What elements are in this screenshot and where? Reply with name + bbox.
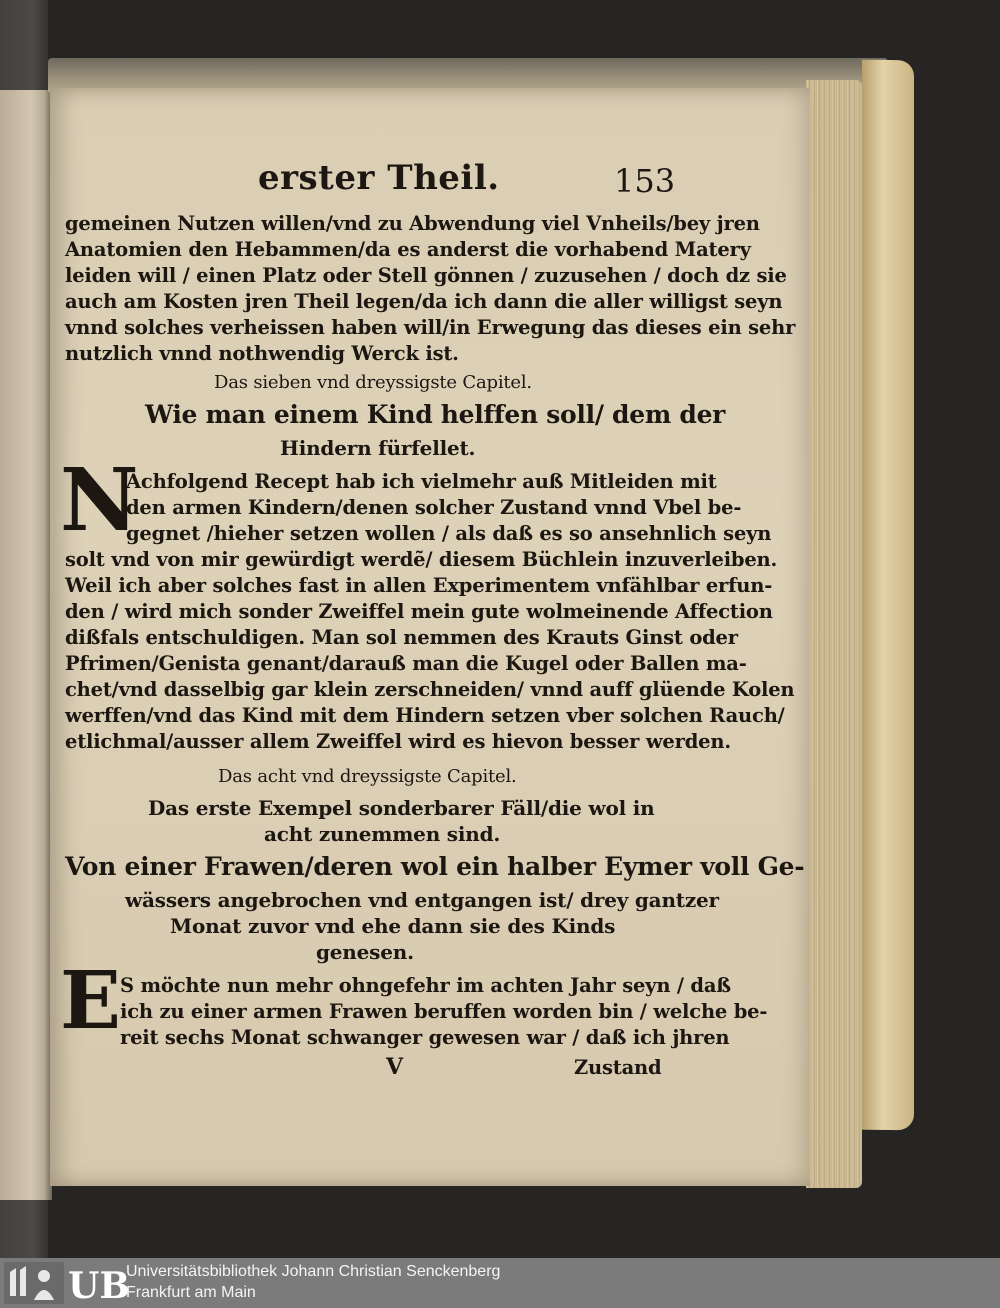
running-head: erster Theil. (258, 158, 500, 198)
chapter-title: genesen. (316, 940, 414, 964)
logo-text: UB (68, 1265, 130, 1307)
drop-cap: E (60, 953, 121, 1047)
chapter-subtitle: Das erste Exempel sonderbarer Fäll/die wol in (148, 796, 655, 820)
text-line: Weil ich aber solches fast in allen Experimentem vnfählbar erfun- (65, 574, 773, 597)
text-line: chet/vnd dasselbig gar klein zerschneiden/ vnnd auff glüende Kolen (65, 678, 795, 701)
text-line: Pfrimen/Genista genant/darauß man die Kugel oder Ballen ma- (65, 652, 747, 675)
book-cover-edge (862, 60, 914, 1130)
text-line: werffen/vnd das Kind mit dem Hindern setzen vber solchen Rauch/ (65, 704, 785, 727)
chapter-title: Hindern fürfellet. (280, 436, 476, 460)
page-fore-edge (806, 80, 862, 1188)
text-line: nutzlich vnnd nothwendig Werck ist. (65, 342, 459, 365)
text-line: Achfolgend Recept hab ich vielmehr auß Mitleiden mit (126, 470, 717, 493)
chapter-title: Monat zuvor vnd ehe dann sie des Kinds (170, 914, 616, 938)
library-logo (4, 1262, 130, 1307)
chapter-heading: Das sieben vnd dreyssigste Capitel. (214, 372, 532, 393)
text-line: Anatomien den Hebammen/da es anderst die vorhabend Matery (65, 238, 751, 261)
eagle-icon (4, 1262, 64, 1304)
text-line: den / wird mich sonder Zweiffel mein gute wolmeinende Affection (65, 600, 773, 623)
text-line: ich zu einer armen Frawen beruffen worden bin / welche be- (120, 1000, 768, 1023)
facing-page-edge (0, 90, 52, 1200)
chapter-heading: Das acht vnd dreyssigste Capitel. (218, 766, 517, 787)
text-line: etlichmal/ausser allem Zweiffel wird es hievon besser werden. (65, 730, 731, 753)
institution-city: Frankfurt am Main (126, 1284, 256, 1301)
institution-name: Universitätsbibliothek Johann Christian Senckenberg (126, 1263, 501, 1280)
catchword: Zustand (574, 1056, 662, 1079)
chapter-subtitle: acht zunemmen sind. (264, 822, 501, 846)
text-line: S möchte nun mehr ohngefehr im achten Jahr seyn / daß (120, 974, 731, 997)
text-line: reit sechs Monat schwanger gewesen war / daß ich jhren (120, 1026, 730, 1049)
signature-mark: V (386, 1054, 403, 1080)
chapter-title: Von einer Frawen/deren wol ein halber Eymer voll Ge- (65, 852, 805, 881)
book-top-edge (48, 58, 888, 92)
page-number: 153 (614, 162, 676, 200)
chapter-title: Wie man einem Kind helffen soll/ dem der (145, 400, 726, 429)
text-line: auch am Kosten jren Theil legen/da ich dann die aller willigst seyn (65, 290, 783, 313)
chapter-title: wässers angebrochen vnd entgangen ist/ drey gantzer (125, 888, 719, 912)
text-line: leiden will / einen Platz oder Stell gönnen / zuzusehen / doch dz sie (65, 264, 787, 287)
library-footer (0, 1258, 1000, 1308)
text-line: dißfals entschuldigen. Man sol nemmen des Krauts Ginst oder (65, 626, 738, 649)
drop-cap: N (60, 450, 139, 551)
text-line: solt vnd von mir gewürdigt werdẽ/ diesem Büchlein inzuverleiben. (65, 548, 778, 571)
text-line: gemeinen Nutzen willen/vnd zu Abwendung viel Vnheils/bey jren (65, 212, 760, 235)
text-line: vnnd solches verheissen haben will/in Erwegung das dieses ein sehr (65, 316, 796, 339)
text-line: den armen Kindern/denen solcher Zustand vnnd Vbel be- (126, 496, 742, 519)
text-line: gegnet /hieher setzen wollen / als daß es so ansehnlich seyn (126, 522, 772, 545)
